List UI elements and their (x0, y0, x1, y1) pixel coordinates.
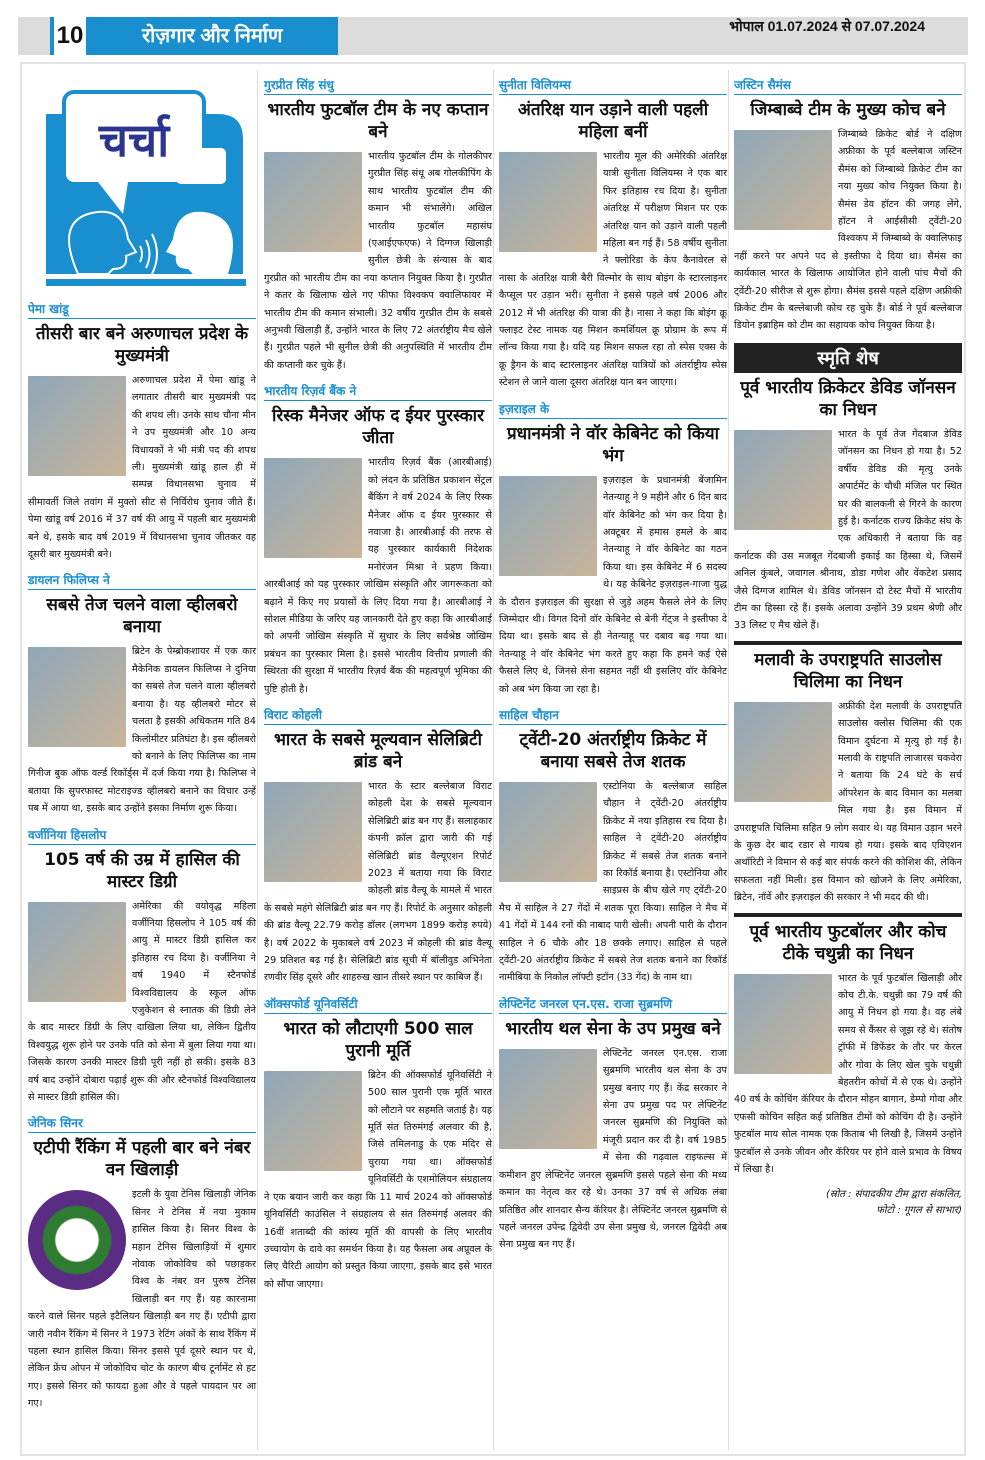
saulos-chilima-photo (734, 702, 832, 802)
column-3 (499, 68, 727, 1254)
article-headline: भारत के सबसे मूल्यवान सेलिब्रिटी ब्रांड बने (273, 729, 482, 772)
source-line: (स्रोत : संपादकीय टीम द्वारा संकलित, (825, 1188, 962, 1200)
news-article (499, 706, 727, 987)
article-text: इज़राइल के प्रधानमंत्री बेंजामिन नेतन्याहू ने 9 महीने और 6 दिन बाद वॉर केबिनेट को भंग कर दिया है। अक्टूबर में हमास हमले के बाद नेतन्याहू ने वॉर केबिनेट का गठन किया था। इस केबिनेट में 6 सदस्य थे। यह केबिनेट इज़राइल-गाजा युद्ध के दौरान इज़राइल की सुरक्षा से जुड़े अहम फैसले लेने के लिए जिम्मेदार थी। विगत दिनों वॉर केबिनेट से बेनी गेंट्ज ने इस्तीफा दे दिया था। इसके बाद से ही नेतन्याहू पर दबाव बढ़ गया था। नेतन्याहू ने वॉर केबिनेट भंग करते हुए कहा कि हमने कई ऐसे फैसले लिए थे, जिनसे सेना सहमत नहीं थी इसलिए वॉर केबिनेट को अब भंग किया जा रहा है। (499, 474, 727, 695)
article-body (734, 426, 962, 635)
article-body (734, 126, 962, 335)
article-body (28, 1186, 256, 1412)
article-text: लेफ्टिनेंट जनरल एन.एस. राजा सुब्रमणि भारतीय थल सेना के उप प्रमुख बनाए गए हैं। केंद्र सरकार ने सेना उप प्रमुख पद पर लेफ्टिनेंट जनरल सुब्रमणि की नियुक्ति को मंजूरी प्रदान कर दी है। वर्ष 1985 में सेना की गढ़वाल राइफल्स में कमीशन हुए लेफ्टिनेंट जनरल सुब्रमणि इससे पहले सेना की मध्य कमान का नेतृत्व कर रहे थे। उनका 37 वर्ष से अधिक लंबा प्रतिष्ठित और शानदार सैन्य कॅरियर है। लेफ्टिनेंट जनरल सुब्रमणि से पहले जनरल उपेन्द्र द्विवेदी उप सेना प्रमुख थे, जनरल द्विवेदी अब सेना प्रमुख बन गए हैं। (499, 1047, 727, 1251)
article-body (499, 1045, 727, 1254)
column-divider (493, 70, 494, 1450)
news-article (264, 995, 492, 1293)
news-article (499, 995, 727, 1254)
pema-khandu-photo (28, 376, 126, 476)
news-article (28, 1114, 256, 1412)
news-article (28, 300, 256, 563)
article-kicker: ऑक्सफोर्ड यूनिवर्सिटी (264, 995, 492, 1014)
article-kicker: जेनिक सिनर (28, 1114, 256, 1133)
article-text: अरुणाचल प्रदेश में पेमा खांडू ने लगातार तीसरी बार मुख्यमंत्री पद की शपथ ली। उनके साथ चौना मीन ने उप मुख्यमंत्री और 10 अन्य विधायकों ने भी मंत्री पद की शपथ ली। मुख्यमंत्री खांडू हाल ही में सम्पन्न विधानसभा चुनाव में सीमावर्ती जिले तवांग में मुक्तो सीट से निर्विरोध चुनाव जीते हैं। पेमा खांडू वर्ष 2016 में 37 वर्ष की आयु में पहली बार मुख्यमंत्री बने थे, इसके बाद वर्ष 2019 में विधानसभा चुनाव जीतकर वह दूसरी बार मुख्यमंत्री बने। (28, 375, 256, 561)
virat-kohli-photo (264, 782, 362, 882)
source-line: फोटो : गूगल से साभार) (876, 1204, 962, 1216)
article-body (28, 372, 256, 563)
article-kicker: डायलन फिलिप्स ने (28, 571, 256, 590)
dateline: भोपाल 01.07.2024 से 07.07.2024 (729, 18, 925, 34)
news-article (28, 571, 256, 817)
article-body (734, 970, 962, 1179)
page-number: 10 (50, 17, 90, 55)
raja-subramani-photo (499, 1049, 597, 1149)
article-headline: पूर्व भारतीय फुटबॉलर और कोच टीके चथुन्नी का निधन (749, 921, 947, 964)
article-body (264, 778, 492, 987)
news-article (734, 921, 962, 1179)
article-body (499, 778, 727, 987)
article-text: अफ्रीकी देश मलावी के उपराष्ट्रपति साउलोस क्लोस चिलिमा की एक विमान दुर्घटना में मृत्यु हो गई है। मलावी के राष्ट्रपति लाजारस चकवेरा ने बताया कि 24 घंटे के सर्च ऑपरेशन के बाद विमान का मलबा मिल गया है। इस विमान में उपराष्ट्रपति चिलिमा सहित 9 लोग सवार थे। यह विमान उड़ान भरने के कुछ देर बाद रडार से गायब हो गया। इसके बाद एविएशन अथॉरिटी ने विमान से कई बार संपर्क करने की कोशिश की, लेकिन सफलता नहीं मिली। इस विमान को खोजने के लिए अमेरिका, ब्रिटेन, नॉर्वे और इज़राइल की सरकार ने भी मदद की थी। (734, 700, 962, 904)
smriti-shesh-banner: स्मृति शेष (734, 343, 962, 373)
news-article (264, 706, 492, 987)
article-body (734, 698, 962, 907)
netanyahu-photo (499, 476, 597, 576)
article-headline: ट्वेंटी-20 अंतर्राष्ट्रीय क्रिकेट में बनाया सबसे तेज शतक (519, 729, 707, 772)
article-kicker: जस्टिन सैमंस (734, 76, 962, 95)
article-headline: भारतीय थल सेना के उप प्रमुख बने (505, 1018, 721, 1039)
article-headline: तीसरी बार बने अरुणाचल प्रदेश के मुख्यमंत्री (35, 324, 249, 366)
wheelbarrow-photo (28, 647, 126, 747)
david-johnson-photo (734, 430, 832, 530)
article-headline: 105 वर्ष की उम्र में हासिल की मास्टर डिग्री (44, 849, 240, 892)
article-text: भारतीय मूल की अमेरिकी अंतरिक्ष यात्री सुनीता विलियम्स ने एक बार फिर इतिहास रच दिया है। सुनीता अंतरिक्ष में परीक्षण मिशन पर एक अंतरिक्ष यान को उड़ाने वाली पहली महिला बन गई हैं। 58 वर्षीय सुनीता ने फ्लोरिडा के केप कैनावेरल से नासा के अंतरिक्ष यात्री बैरी विल्मोर के साथ बोइंग के स्टारलाइनर कैप्सूल पर उड़ान भरी। सुनीता ने इससे पहले वर्ष 2006 और 2012 में भी अंतरिक्ष की यात्रा की है। नासा ने कहा कि बोइंग क्रू फ्लाइट टेस्ट नामक यह मिशन कमर्शियल क्रू प्रोग्राम के रूप में लॉन्च किया गया है। यदि यह मिशन सफल रहा तो स्पेस एक्स के क्रू ड्रैगन के बाद स्टारलाइनर अंतरिक्ष यात्रियों को अंतर्राष्ट्रीय स्पेस स्टेशन ले जाने वाला दूसरा अंतरिक्ष यान बन जाएगा। (499, 151, 727, 389)
article-body (264, 148, 492, 374)
article-headline: भारत को लौटाएगी 500 साल पुरानी मूर्ति (283, 1018, 473, 1061)
article-body (264, 1067, 492, 1293)
charcha-logo (28, 74, 254, 292)
article-kicker: पेमा खांडू (28, 300, 256, 319)
article-headline: सबसे तेज चलने वाला व्हीलबरो बनाया (46, 595, 238, 638)
sunita-williams-photo (499, 152, 597, 252)
news-article (734, 76, 962, 335)
article-kicker: विराट कोहली (264, 706, 492, 725)
article-text: एस्टोनिया के बल्लेबाज साहिल चौहान ने ट्वेंटी-20 अंतर्राष्ट्रीय क्रिकेट में नया इतिहास रच दिया है। साहिल ने ट्वेंटी-20 अंतर्राष्ट्रीय क्रिकेट में सबसे तेज शतक बनाने का रिकॉर्ड बनाया है। एस्टोनिया और साइप्रस के बीच खेले गए ट्वेंटी-20 मैच में साहिल ने 27 गेंदों में शतक पूरा किया। साहिल ने मैच में 41 गेंदों में 144 रनों की नाबाद पारी खेली। अपनी पारी के दौरान साहिल ने 6 चौके और 18 छक्के लगाए। साहिल से पहले ट्वेंटी-20 अंतर्राष्ट्रीय क्रिकेट में सबसे तेज शतक बनाने का रिकॉर्ड नामीबिया के निकोल लॉफ्टी इटॉन (33 गेंद) के नाम था। (499, 780, 727, 984)
sahil-chauhan-photo (499, 782, 597, 882)
article-text: ब्रिटेन के पेम्ब्रोकशायर में एक कार मैकेनिक डायलन फिलिप्स ने दुनिया का सबसे तेज चलने वाला व्हीलबरो बनाया है। यह व्हीलबरो मोटर से चलता है इसकी अधिकतम गति 84 किलोमीटर प्रतिघंटा है। इस व्हीलबरो को बनाने के लिए फिलिप्स का नाम गिनीज बुक ऑफ वर्ल्ड रिकॉर्ड्स में दर्ज किया गया है। फिलिप्स ने बताया कि सुपरफास्ट मोटराइज्ड व्हीलबरो बनाने का विचार उन्हें पब में आया था, इसके बाद उन्होंने इसका निर्माण शुरू किया। (28, 646, 256, 815)
article-headline: रिस्क मैनेजर ऑफ द ईयर पुरस्कार जीता (271, 406, 485, 449)
tk-chathunni-photo (734, 974, 832, 1074)
article-text: भारतीय रिज़र्व बैंक (आरबीआई) को लंदन के प्रतिष्ठित प्रकाशन सेंट्रल बैंकिंग ने वर्ष 2024 के लिए रिस्क मैनेजर ऑफ द ईयर पुरस्कार से नवाजा है। आरबीआई की तरफ से यह पुरस्कार कार्यकारी निदेशक मनोरंजन मिश्रा ने प्रहण किया। आरबीआई को यह पुरस्कार जोखिम संस्कृति और जागरूकता को बढ़ाने में किए गए प्रयासों के लिए दिया गया है। आरबीआई ने सोशल मीडिया के जरिए यह जानकारी देते हुए कहा कि आरबीआई को अपनी जोखिम संस्कृति में सुधार के लिए सर्वश्रेष्ठ जोखिम प्रबंधन का पुरस्कार मिला है। इससे भारतीय वित्तीय प्रणाली की स्थिरता की सुरक्षा में भारतीय रिज़र्व बैंक की महत्वपूर्ण भूमिका की पुष्टि होती है। (264, 457, 492, 695)
section-rule (734, 913, 962, 917)
article-text: इटली के युवा टेनिस खिलाड़ी जेनिक सिनर ने टेनिस में नया मुकाम हासिल किया है। सिनर विश्व के महान टेनिस खिलाड़ियों में शुमार नोवाक जोकोविच को पछाड़कर विश्व के नंबर वन पुरुष टेनिस खिलाड़ी बन गए हैं। यह कारनामा करने वाले सिनर पहले इटैलियन खिलाड़ी बन गए हैं। एटीपी द्वारा जारी नवीन रैंकिंग में सिनर ने 1973 रेटिंग अंकों के साथ रैंकिंग में पहला स्थान हासिल किया। सिनर इससे पूर्व दूसरे स्थान पर थे, लेकिन फ्रेंच ओपन में जोकोविच चोट के कारण बीच टूर्नामेंट से हट गए। इससे सिनर को फायदा हुआ और वे पहले पायदान पर आ गए। (28, 1189, 256, 1410)
article-kicker: सुनीता विलियम्स (499, 76, 727, 95)
article-body (28, 898, 256, 1107)
article-text: भारतीय फुटबॉल टीम के गोलकीपर गुरप्रीत सिंह संधू अब गोलकीपिंग के साथ भारतीय फुटबॉल टीम की कमान भी संभालेंगे। अखिल भारतीय फुटबॉल महासंघ (एआईएफएफ) ने दिग्गज खिलाड़ी सुनील छेत्री के संन्यास के बाद गुरप्रीत को भारतीय टीम का नया कप्तान नियुक्त किया है। गुरप्रीत ने कतर के खिलाफ खेले गए फीफा विश्वकप क्वालिफायर में भारतीय टीम की कमान संभाली। 32 वर्षीय गुरप्रीत टीम के सबसे अनुभवी खिलाड़ी हैं, उन्होंने भारत के लिए 72 अंतर्राष्ट्रीय मैच खेले हैं। गुरप्रीत पहले भी सुनील छेत्री की अनुपस्थिति में भारतीय टीम की कप्तानी कर चुके हैं। (264, 151, 492, 371)
section-rule (734, 641, 962, 645)
article-text: ब्रिटेन की ऑक्सफोर्ड यूनिवर्सिटी ने 500 साल पुरानी एक मूर्ति भारत को लौटाने पर सहमति जताई है। यह मूर्ति संत तिरुमंगई अलवार की है, जिसे तमिलनाडु के एक मंदिर से चुराया गया था। ऑक्सफोर्ड यूनिवर्सिटी के एशमोलियन संग्रहालय ने एक बयान जारी कर कहा कि 11 मार्च 2024 को ऑक्सफोर्ड यूनिवर्सिटी काउंसिल ने संग्रहालय से संत तिरुमंगई अलवर की 16वीं शताब्दी की कांस्य मूर्ति की वापसी के लिए भारतीय उच्चायोग के दावे का समर्थन किया है। यह फैसला अब अप्रूवल के लिए चैरिटी आयोग को प्रस्तुत किया जाएगा, इसके बाद इसे भारत को सौंपा जाएगा। (264, 1069, 492, 1290)
article-body (264, 454, 492, 698)
article-kicker: इज़राइल के (499, 400, 727, 419)
news-article (734, 649, 962, 907)
news-article (28, 826, 256, 1107)
news-article (264, 76, 492, 374)
article-kicker: साहिल चौहान (499, 706, 727, 725)
column-2 (264, 68, 492, 1293)
news-article (264, 382, 492, 698)
news-article (734, 377, 962, 635)
justin-sammons-photo (734, 130, 832, 230)
article-headline: पूर्व भारतीय क्रिकेटर डेविड जॉनसन का निधन (740, 377, 956, 420)
article-headline: प्रधानमंत्री ने वॉर केबिनेट को किया भंग (506, 423, 720, 466)
column-divider (728, 70, 729, 1450)
column-1 (28, 68, 256, 1413)
article-kicker: भारतीय रिज़र्व बैंक ने (264, 382, 492, 401)
section-title: रोज़गार और निर्माण (90, 17, 338, 55)
logo-text: चर्चा (98, 113, 170, 167)
article-text: भारत के पूर्व तेज गेंदबाज डेविड जॉनसन का निधन हो गया है। 52 वर्षीय डेविड की मृत्यु उनके अपार्टमेंट के चौथी मंजिल पर स्थित घर की बालकनी से गिरने के कारण हुई है। कर्नाटक राज्य क्रिकेट संघ के एक अधिकारी ने बताया कि वह कर्नाटक की उस मजबूत गेंदबाजी इकाई का हिस्सा थे, जिसमें अनिल कुंबले, जवागल श्रीनाथ, डोडा गणेश और वेंकटेश प्रसाद जैसे दिग्गज शामिल थे। डेविड जॉनसन दो टेस्ट मैचों में भारतीय टीम का हिस्सा रहे हैं। इसके अलावा उन्होंने 39 प्रथम श्रेणी और 33 लिस्ट ए मैच खेले हैं। (734, 428, 962, 632)
article-body (499, 472, 727, 698)
column-divider (257, 70, 258, 1450)
article-kicker: वर्जीनिया हिसलोप (28, 826, 256, 845)
article-headline: अंतरिक्ष यान उड़ाने वाली पहली महिला बनीं (517, 100, 709, 142)
virginia-hislop-photo (28, 902, 126, 1002)
news-article (499, 76, 727, 392)
article-kicker: गुरप्रीत सिंह संधु (264, 76, 492, 95)
wimbledon-logo (28, 1190, 126, 1290)
article-text: जिम्बाब्वे क्रिकेट बोर्ड ने दक्षिण अफ्रीका के पूर्व बल्लेबाज जस्टिन सैमंस को जिम्बाब्वे क्रिकेट टीम का नया मुख्य कोच नियुक्त किया है। सैमंस डेव हॉटन की जगह लेंगे, हॉटन ने आईसीसी ट्वेंटी-20 विश्वकप में जिम्बाब्वे के क्वालिफाइ नहीं करने पर अपने पद से इस्तीफा दे दिया था। सैमंस का कार्यकाल भारत के खिलाफ आयोजित होने वाली पांच मैचों की ट्वेंटी-20 सीरीज से शुरू होगा। सैमंस इससे पहले दक्षिण अफ्रीकी क्रिकेट टीम के बल्लेबाजी कोच रह चुके हैं। बोर्ड ने पूर्व बल्लेबाज डियोन इब्राहिम को टीम का सहायक कोच नियुक्त किया है। (734, 129, 962, 332)
rbi-emblem (264, 458, 362, 558)
statue-photo (264, 1071, 362, 1171)
column-4 (734, 68, 962, 1219)
source-credit (734, 1187, 962, 1219)
article-headline: मलावी के उपराष्ट्रपति साउलोस चिलिमा का निधन (754, 649, 942, 692)
news-article (499, 400, 727, 698)
article-headline: भारतीय फुटबॉल टीम के नए कप्तान बने (267, 100, 489, 142)
article-kicker: लेफ्टिनेंट जनरल एन.एस. राजा सुब्रमणि (499, 995, 727, 1014)
article-text: भारत के पूर्व फुटबॉल खिलाड़ी और कोच टी.के. चथुन्नी का 79 वर्ष की आयु में निधन हो गया है। वह लंबे समय से कैंसर से जूझ रहे थे। संतोष ट्रॉफी में डिफेंडर के तौर पर केरल और गोवा के लिए खेल चुके चथुन्नी बेहतरीन कोचों में से एक थे। उन्होंने 40 वर्ष के कोचिंग कॅरियर के दौरान मोहन बागान, डेम्पो गोवा और एफसी कोचिन सहित कई प्रतिष्ठित टीमों को कोचिंग दी है। उन्होंने फुटबॉल माय सोल नामक एक किताब भी लिखी है, जिसमें उन्होंने फुटबॉल से उनके जीवन और कॅरियर पर होने वाले प्रभाव के विषय में लिखा है। (734, 972, 962, 1176)
gurpreet-sandhu-photo (264, 152, 362, 252)
article-text: अमेरिका की वयोवृद्ध महिला वर्जीनिया हिसलोप ने 105 वर्ष की आयु में मास्टर डिग्री हासिल कर इतिहास रच दिया है। वर्जीनिया ने वर्ष 1940 में स्टैनफोर्ड विश्वविद्यालय के स्कूल ऑफ एजुकेशन से स्नातक की डिग्री लेने के बाद मास्टर डिग्री के लिए दाखिला लिया था, लेकिन द्वितीय विश्वयुद्ध शुरू होने पर उनके पति को सेना में बुला लिया गया था। जिसके कारण उनकी मास्टर डिग्री पूरी नहीं हो सकी। इसके 83 वर्ष बाद उन्होंने दोबारा पढ़ाई शुरू की और स्टैनफोर्ड विश्वविद्यालय से मास्टर डिग्री हासिल की। (28, 900, 256, 1103)
article-body (28, 643, 256, 817)
article-headline: एटीपी रैंकिंग में पहली बार बने नंबर वन खिलाड़ी (33, 1138, 251, 1181)
article-body (499, 148, 727, 392)
article-headline: जिम्बाब्वे टीम के मुख्य कोच बने (750, 100, 946, 120)
article-text: भारत के स्टार बल्लेबाज विराट कोहली देश के सबसे मूल्यवान सेलिब्रिटी ब्रांड बन गए हैं। सलाहकार कंपनी क्रॉल द्वारा जारी की गई सेलिब्रिटी ब्रांड वैल्यूएशन रिपोर्ट 2023 में बताया गया कि विराट कोहली ब्रांड वैल्यू के मामले में भारत के सबसे महंगे सेलिब्रिटी ब्रांड बन गए हैं। रिपोर्ट के अनुसार कोहली की ब्रांड वैल्यू 22.79 करोड़ डॉलर (लगभग 1899 करोड़ रुपये) है। वर्ष 2022 के मुकाबले वर्ष 2023 में कोहली की ब्रांड वैल्यू 29 प्रतिशत बढ़ गई है। सेलिब्रिटी ब्रांड सूची में बॉलीवुड अभिनेता रणवीर सिंह दूसरे और शाहरुख खान तीसरे स्थान पर काबिज हैं। (264, 780, 492, 984)
